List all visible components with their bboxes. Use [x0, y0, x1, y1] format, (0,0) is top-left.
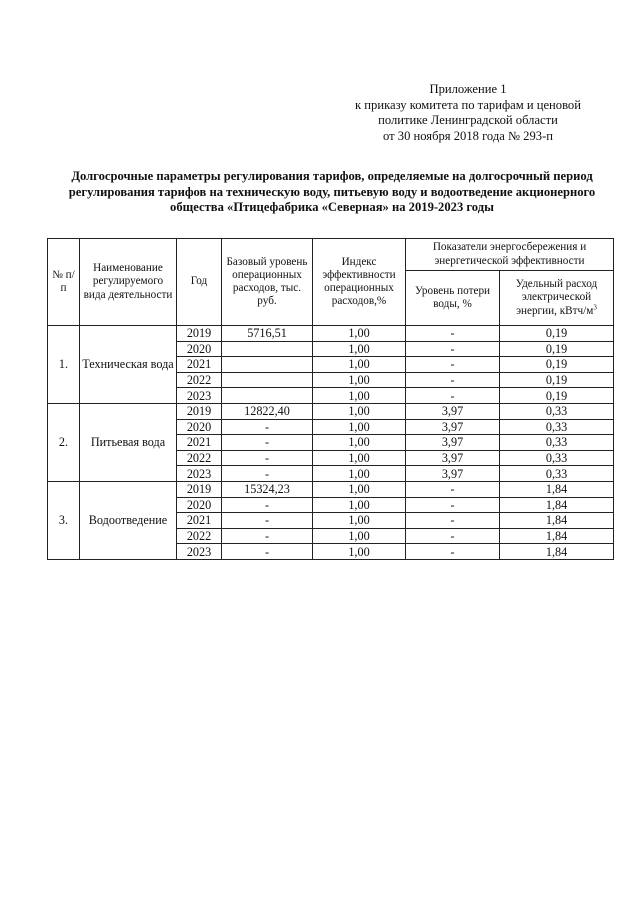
- water-loss-cell: -: [406, 341, 500, 357]
- header-num: № п/п: [48, 239, 80, 326]
- energy-consumption-cell: 1,84: [500, 481, 614, 497]
- base-costs-cell: -: [222, 544, 313, 560]
- water-loss-cell: -: [406, 388, 500, 404]
- base-costs-cell: 15324,23: [222, 481, 313, 497]
- energy-consumption-cell: 0,33: [500, 435, 614, 451]
- base-costs-cell: -: [222, 466, 313, 482]
- energy-consumption-cell: 1,84: [500, 513, 614, 529]
- energy-consumption-cell: 1,84: [500, 528, 614, 544]
- energy-consumption-cell: 0,19: [500, 341, 614, 357]
- water-loss-cell: 3,97: [406, 419, 500, 435]
- efficiency-index-cell: 1,00: [313, 357, 406, 373]
- water-loss-cell: 3,97: [406, 450, 500, 466]
- year-cell: 2021: [177, 513, 222, 529]
- appendix-line: Приложение 1: [429, 82, 507, 96]
- appendix-block: [328, 82, 608, 144]
- activity-cell: Питьевая вода: [80, 403, 177, 481]
- efficiency-index-cell: 1,00: [313, 481, 406, 497]
- header-energy-consumption: [500, 271, 614, 326]
- water-loss-cell: -: [406, 544, 500, 560]
- energy-consumption-cell: 0,33: [500, 419, 614, 435]
- water-loss-cell: -: [406, 528, 500, 544]
- year-cell: 2020: [177, 419, 222, 435]
- header-water-loss: Уровень потери воды, %: [406, 271, 500, 326]
- energy-consumption-cell: 0,19: [500, 326, 614, 342]
- efficiency-index-cell: 1,00: [313, 419, 406, 435]
- water-loss-cell: -: [406, 497, 500, 513]
- table-row: [48, 481, 614, 497]
- base-costs-cell: [222, 341, 313, 357]
- base-costs-cell: -: [222, 435, 313, 451]
- document-title: [58, 169, 606, 216]
- year-cell: 2023: [177, 388, 222, 404]
- efficiency-index-cell: 1,00: [313, 466, 406, 482]
- energy-consumption-cell: 0,19: [500, 372, 614, 388]
- table-body: [48, 326, 614, 560]
- year-cell: 2023: [177, 466, 222, 482]
- water-loss-cell: -: [406, 513, 500, 529]
- row-number-cell: 1.: [48, 326, 80, 404]
- energy-consumption-cell: 1,84: [500, 497, 614, 513]
- header-base-costs: Базовый уровень операционных расходов, тыс. руб.: [222, 239, 313, 326]
- table-row: [48, 326, 614, 342]
- efficiency-index-cell: 1,00: [313, 435, 406, 451]
- title-line: регулирования тарифов на техническую воду, питьевую воду и водоотведение акционерного: [68, 184, 596, 199]
- year-cell: 2020: [177, 341, 222, 357]
- base-costs-cell: 5716,51: [222, 326, 313, 342]
- year-cell: 2022: [177, 372, 222, 388]
- title-line: общества «Птицефабрика «Северная» на 2019-2023 годы: [170, 200, 494, 214]
- header-energy-group: Показатели энергосбережения и энергетической эффективности: [406, 239, 614, 271]
- efficiency-index-cell: 1,00: [313, 341, 406, 357]
- year-cell: 2021: [177, 357, 222, 373]
- base-costs-cell: [222, 388, 313, 404]
- year-cell: 2020: [177, 497, 222, 513]
- water-loss-cell: -: [406, 326, 500, 342]
- efficiency-index-cell: 1,00: [313, 388, 406, 404]
- year-cell: 2022: [177, 450, 222, 466]
- year-cell: 2022: [177, 528, 222, 544]
- energy-consumption-cell: 0,33: [500, 466, 614, 482]
- efficiency-index-cell: 1,00: [313, 372, 406, 388]
- energy-consumption-cell: 0,19: [500, 388, 614, 404]
- header-activity: Наименование регулируемого вида деятельности: [80, 239, 177, 326]
- row-number-cell: 3.: [48, 481, 80, 559]
- water-loss-cell: 3,97: [406, 466, 500, 482]
- energy-consumption-cell: 1,84: [500, 544, 614, 560]
- base-costs-cell: 12822,40: [222, 403, 313, 419]
- title-line: Долгосрочные параметры регулирования тарифов, определяемые на долгосрочный период: [71, 169, 593, 183]
- efficiency-index-cell: 1,00: [313, 513, 406, 529]
- appendix-line: от 30 ноября 2018 года № 293-п: [382, 128, 553, 143]
- base-costs-cell: [222, 357, 313, 373]
- base-costs-cell: -: [222, 450, 313, 466]
- appendix-line: политике Ленинградской области: [378, 113, 558, 127]
- row-number-cell: 2.: [48, 403, 80, 481]
- efficiency-index-cell: 1,00: [313, 403, 406, 419]
- year-cell: 2021: [177, 435, 222, 451]
- efficiency-index-cell: 1,00: [313, 450, 406, 466]
- header-year: Год: [177, 239, 222, 326]
- energy-consumption-cell: 0,33: [500, 450, 614, 466]
- base-costs-cell: -: [222, 419, 313, 435]
- energy-unit-superscript: 3: [593, 302, 597, 311]
- base-costs-cell: -: [222, 528, 313, 544]
- header-efficiency-index: Индекс эффективности операционных расходов,%: [313, 239, 406, 326]
- base-costs-cell: -: [222, 497, 313, 513]
- efficiency-index-cell: 1,00: [313, 528, 406, 544]
- activity-cell: Водоотведение: [80, 481, 177, 559]
- appendix-line: к приказу комитета по тарифам и ценовой: [355, 97, 581, 112]
- efficiency-index-cell: 1,00: [313, 544, 406, 560]
- energy-unit-text: Удельный расход электрической энергии, кВтч/м: [515, 278, 598, 317]
- water-loss-cell: -: [406, 357, 500, 373]
- energy-consumption-cell: 0,19: [500, 357, 614, 373]
- year-cell: 2019: [177, 481, 222, 497]
- year-cell: 2019: [177, 326, 222, 342]
- base-costs-cell: [222, 372, 313, 388]
- table-row: [48, 403, 614, 419]
- base-costs-cell: -: [222, 513, 313, 529]
- water-loss-cell: -: [406, 372, 500, 388]
- activity-cell: Техническая вода: [80, 326, 177, 404]
- energy-consumption-cell: 0,33: [500, 403, 614, 419]
- year-cell: 2019: [177, 403, 222, 419]
- water-loss-cell: 3,97: [406, 403, 500, 419]
- efficiency-index-cell: 1,00: [313, 497, 406, 513]
- efficiency-index-cell: 1,00: [313, 326, 406, 342]
- water-loss-cell: -: [406, 481, 500, 497]
- year-cell: 2023: [177, 544, 222, 560]
- water-loss-cell: 3,97: [406, 435, 500, 451]
- tariff-parameters-table: [47, 238, 614, 560]
